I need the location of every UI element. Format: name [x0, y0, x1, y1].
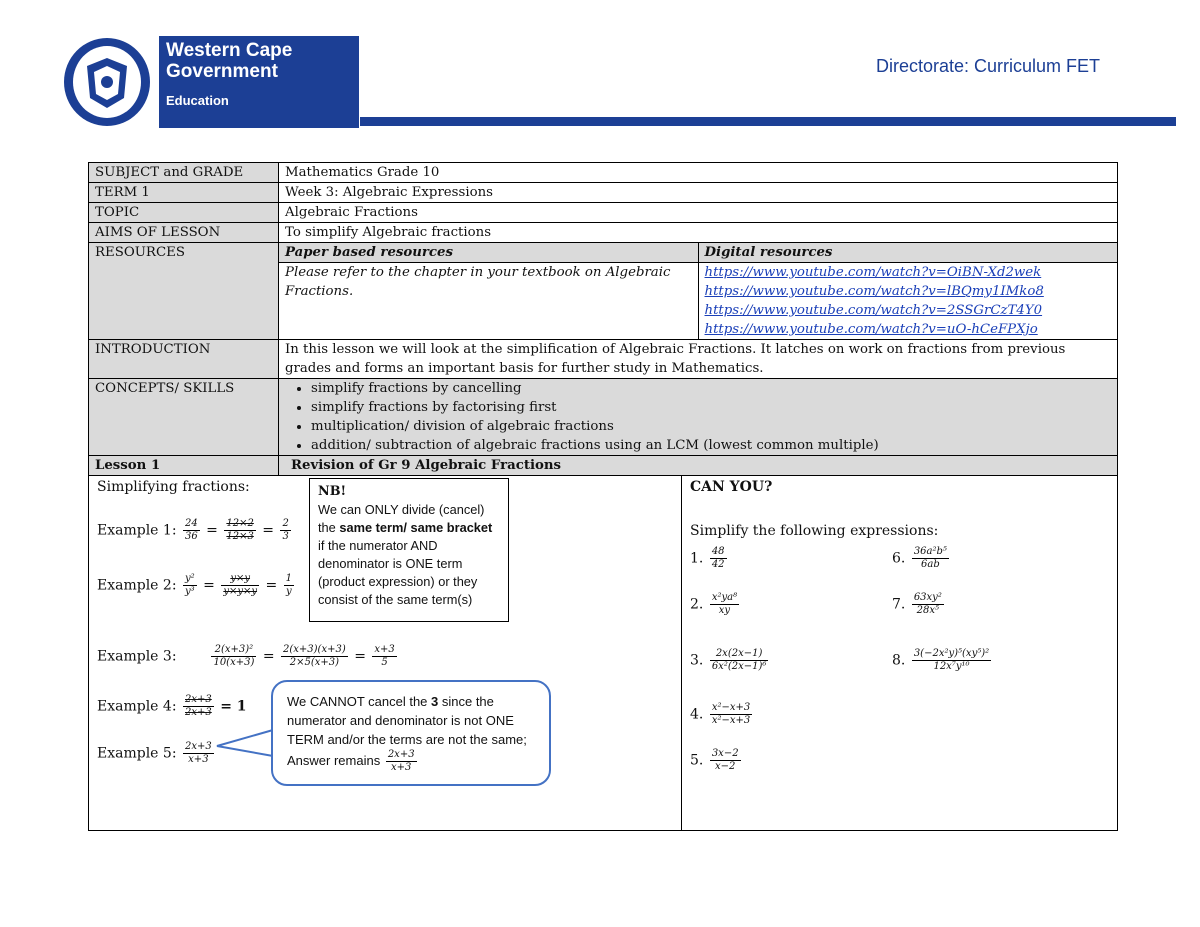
fraction: $\frac{2}{3}$ [282, 518, 289, 542]
digital-links [698, 263, 1117, 340]
row-topic [89, 203, 1118, 223]
fraction: $\frac{2x+3}{x+3}$ [185, 741, 212, 765]
example-4-result: = 1 [220, 698, 247, 715]
video-link-4[interactable]: https://www.youtube.com/watch?v=uO-hCeFPXjo [704, 322, 1038, 337]
row-aims [89, 223, 1118, 243]
aims-label: AIMS OF LESSON [89, 223, 279, 243]
video-link-3[interactable]: https://www.youtube.com/watch?v=2SSGrCzT4Y0 [704, 303, 1043, 318]
lesson-body [89, 476, 1118, 831]
wcg-logo [62, 36, 359, 128]
concept-item: • multiplication/ division of algebraic fractions [311, 417, 1111, 436]
question-item: 3. $\frac{2x(2x-1)}{\text{6x²(2x−1)⁶}}$ [690, 648, 767, 672]
example-4-label: Example 4: [97, 698, 177, 715]
fraction: $\frac{2x+3}{x+3}$ [387, 749, 415, 773]
row-lesson-body [89, 476, 1118, 831]
nb-text-2: if the numerator AND denominator is ONE term (product expression) or they consist of the same term(s) [318, 538, 478, 607]
row-resources [89, 243, 1118, 340]
resources-cell [279, 243, 1118, 340]
directorate-title: Directorate: Curriculum FET [876, 56, 1101, 76]
term-label: TERM 1 [89, 183, 279, 203]
aims-value: To simplify Algebraic fractions [279, 223, 1118, 243]
concept-item: • simplify fractions by factorising first [311, 398, 1111, 417]
fraction: $\frac{\text{y²}}{\text{y³}}$ [185, 573, 195, 597]
concepts-list-cell [279, 379, 1118, 456]
row-lesson-header [89, 456, 1118, 476]
question-item: 4. $\frac{\text{x²−x+3}}{\text{x²−x+3}}$ [690, 702, 751, 726]
example-5 [97, 741, 216, 766]
example-2: Example 2: $\frac{\text{y²}}{\text{y³}}$ = $\frac{y\times y}{y\times y\times y}$ = $\frac{1}{y}$ [97, 573, 293, 597]
example-5-label: Example 5: [97, 745, 177, 762]
fraction: $\frac{2x+3}{2x+3}$ [185, 694, 212, 718]
fraction: $\frac{y\times y}{y\times y\times y}$ [223, 573, 258, 597]
term-value: Week 3: Algebraic Expressions [279, 183, 1118, 203]
examples-heading: Simplifying fractions: [97, 479, 250, 495]
question-item: 5. $\frac{3x-2}{x-2}$ [690, 748, 739, 772]
concept-item: • addition/ subtraction of algebraic fractions using an LCM (lowest common multiple) [311, 436, 1111, 455]
lesson-plan-table [88, 162, 1118, 831]
examples-panel [89, 476, 682, 830]
concepts-label: CONCEPTS/ SKILLS [89, 379, 279, 456]
resources-inner-table [279, 243, 1117, 339]
header-rule [360, 117, 1176, 126]
logo-line-3: Education [166, 93, 229, 108]
paper-text: Please refer to the chapter in your textbook on Algebraic Fractions. [279, 263, 698, 340]
lesson-label: Lesson 1 [89, 456, 279, 476]
intro-text: In this lesson we will look at the simplification of Algebraic Fractions. It latches on work on fractions from previous grades and forms an important basis for further study in Mathematics. [279, 340, 1118, 379]
logo-line-2: Government [166, 61, 278, 82]
row-term [89, 183, 1118, 203]
row-introduction [89, 340, 1118, 379]
callout-text-1: We CANNOT cancel the [287, 694, 432, 709]
topic-value: Algebraic Fractions [279, 203, 1118, 223]
example-3-label: Example 3: [97, 648, 177, 665]
logo-line-1: Western Cape [166, 40, 293, 61]
row-concepts [89, 379, 1118, 456]
resources-label: RESOURCES [89, 243, 279, 340]
nb-box [309, 478, 509, 622]
example-2-label: Example 2: [97, 577, 177, 594]
digital-heading: Digital resources [698, 243, 1117, 263]
example-3: Example 3: $\frac{\text{2(x+3)²}}{10(x+3)}$ = $\frac{2(x+3)(x+3)}{2\times 5(x+3)}$ = $\frac{x+3}{5}$ [97, 644, 395, 668]
fraction: $\frac{24}{36}$ [185, 518, 198, 542]
question-item: 7. $\frac{\text{63xy²}}{\text{28x⁵}}$ [892, 592, 942, 616]
can-you-instruction: Simplify the following expressions: [690, 523, 939, 539]
fraction: $\frac{1}{y}$ [285, 573, 293, 597]
can-you-panel [682, 476, 1118, 830]
topic-label: TOPIC [89, 203, 279, 223]
callout-text-2: since the numerator and denominator is not ONE TERM and/or the terms are not the same; Answer remains [287, 694, 527, 768]
row-subject [89, 163, 1118, 183]
lesson-title: Revision of Gr 9 Algebraic Fractions [279, 456, 1118, 476]
nb-title: NB! [318, 484, 347, 499]
paper-heading: Paper based resources [279, 243, 698, 263]
question-item: 2. $\frac{\text{x²ya⁸}}{xy}$ [690, 592, 738, 616]
example-1: Example 1: $\frac{24}{36}$ = $\frac{12\times 2}{12\times 3}$ = $\frac{2}{3}$ [97, 518, 289, 542]
fraction: $\frac{2(x+3)(x+3)}{2\times 5(x+3)}$ [283, 644, 346, 668]
fraction: $\frac{x+3}{5}$ [374, 644, 395, 668]
concepts-list [285, 379, 1111, 455]
fraction: $\frac{12\times 2}{12\times 3}$ [226, 518, 254, 542]
intro-label: INTRODUCTION [89, 340, 279, 379]
concept-item: • simplify fractions by cancelling [311, 379, 1111, 398]
subject-label: SUBJECT and GRADE [89, 163, 279, 183]
can-you-heading: CAN YOU? [690, 479, 773, 495]
callout-bold: 3 [431, 694, 439, 709]
callout-bubble [271, 680, 551, 786]
fraction: $\frac{\text{2(x+3)²}}{10(x+3)}$ [213, 644, 255, 668]
question-item: 8. $\frac{\text{3(−2x²y)⁵(xy⁵)²}}{\text{12x⁷y¹⁰}}$ [892, 648, 990, 672]
nb-text-1: We can ONLY divide (cancel) the [318, 502, 485, 535]
nb-bold: same term/ same bracket [339, 520, 493, 535]
video-link-1[interactable]: https://www.youtube.com/watch?v=OiBN-Xd2wek [704, 265, 1042, 280]
subject-value: Mathematics Grade 10 [279, 163, 1118, 183]
question-item: 1. $\frac{48}{42}$ [690, 546, 725, 570]
question-item: 6. $\frac{\text{36a²b⁵}}{6ab}$ [892, 546, 947, 570]
example-1-label: Example 1: [97, 522, 177, 539]
video-link-2[interactable]: https://www.youtube.com/watch?v=lBQmy1IMko8 [704, 284, 1044, 299]
